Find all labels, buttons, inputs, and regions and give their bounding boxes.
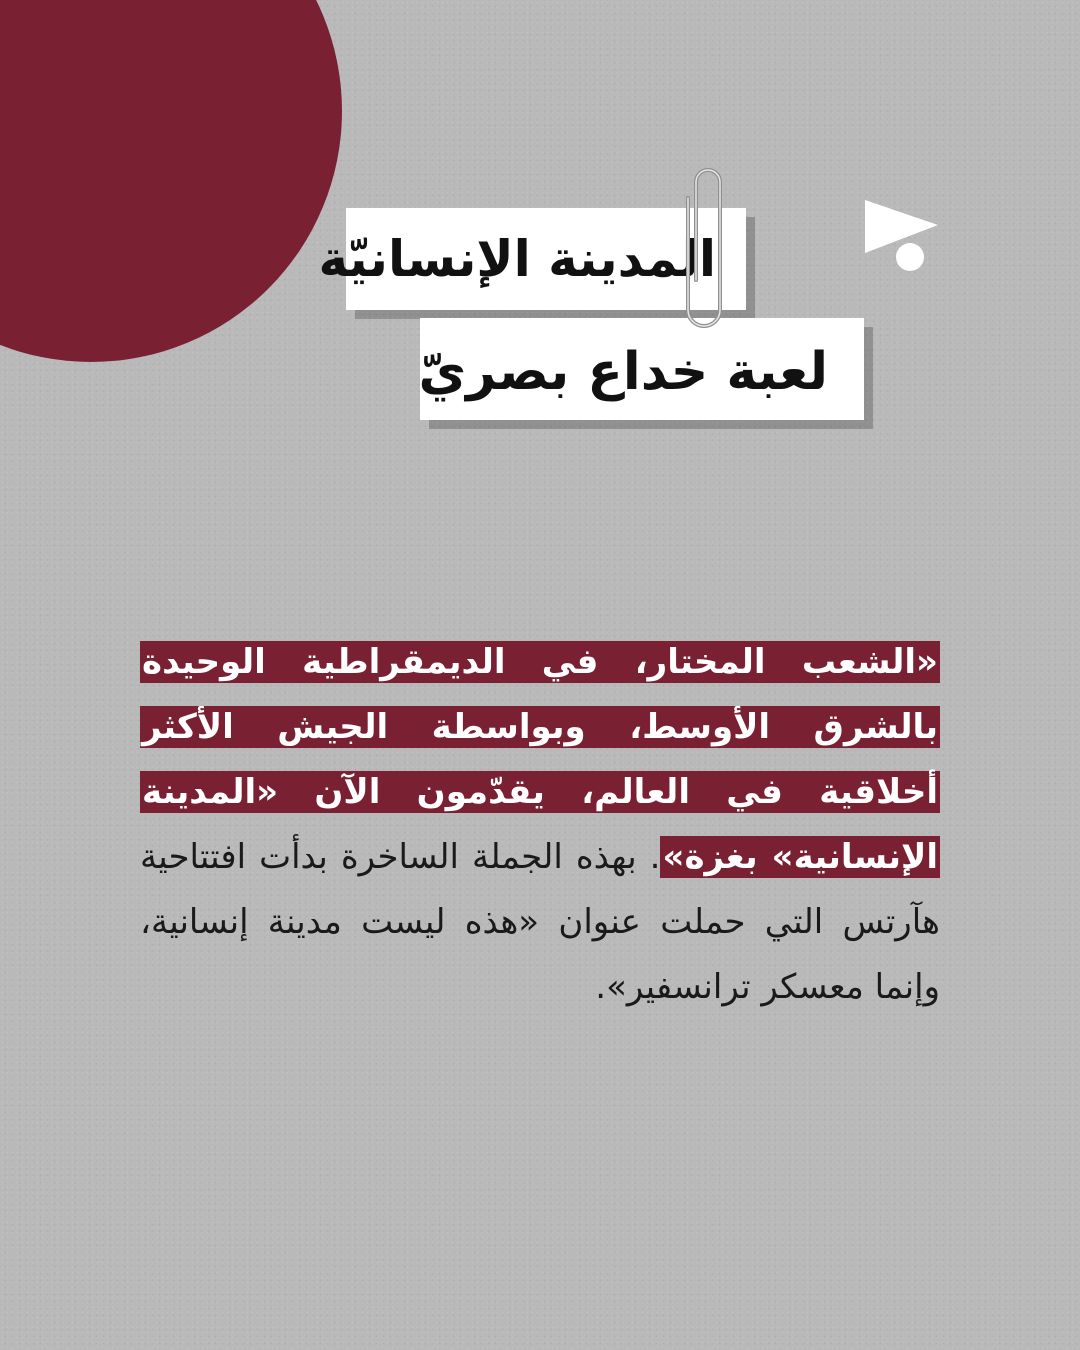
title-line-1: المدينة الإنسانيّة [318, 230, 716, 288]
title-card-line-2 [420, 318, 864, 420]
body-rest: . بهذه الجملة الساخرة بدأت افتتاحية هآرتس التي حملت عنوان «هذه ليست مدينة إنسانية، وإنما معسكر ترانسفير». [140, 837, 940, 1007]
body-highlight: «الشعب المختار، في الديمقراطية الوحيدة بالشرق الأوسط، وبواسطة الجيش الأكثر أخلاقية في العالم، يقدّمون الآن «المدينة الإنسانية» بغزة» [142, 642, 938, 877]
title-line-2: لعبة خداع بصريّ [418, 342, 828, 402]
brand-logo-icon [860, 195, 940, 277]
paperclip-icon [682, 160, 730, 340]
body-paragraph [140, 630, 940, 1020]
decorative-circle [0, 0, 342, 362]
